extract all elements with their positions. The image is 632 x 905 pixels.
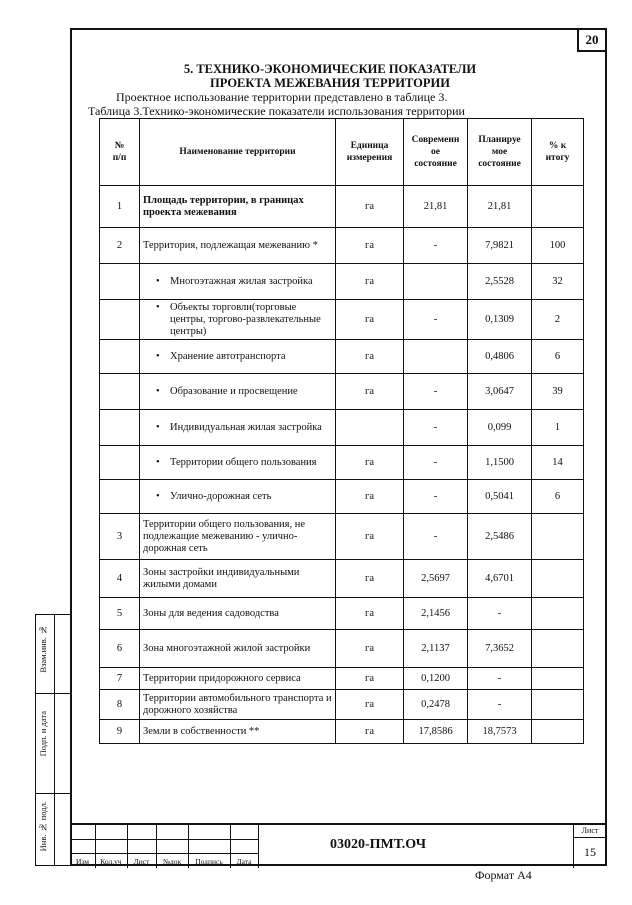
tb-label-ndok: №док [162, 857, 182, 866]
row-unit: га [336, 720, 404, 744]
row-name: • Объекты торговли(торговые центры, торгово-развлекательные центры) [140, 300, 336, 340]
side-stamp-line [36, 693, 70, 694]
row-num: 8 [100, 690, 140, 720]
row-current: 17,8586 [404, 720, 468, 744]
section-title-line1: 5. ТЕХНИКО-ЭКОНОМИЧЕСКИЕ ПОКАЗАТЕЛИ [183, 62, 477, 76]
row-name: Зона многоэтажной жилой застройки [140, 630, 336, 668]
side-stamp [35, 614, 70, 866]
row-name: • Территории общего пользования [140, 446, 336, 480]
row-pct [532, 514, 584, 560]
tb-label-kol: Кол.уч [100, 857, 122, 866]
row-name: Территории придорожного сервиса [140, 668, 336, 690]
row-name: Зоны для ведения садоводства [140, 598, 336, 630]
row-planned: 0,099 [468, 410, 532, 446]
row-current [404, 264, 468, 300]
table-row [100, 690, 584, 720]
row-planned: 18,7573 [468, 720, 532, 744]
row-pct [532, 690, 584, 720]
row-current: - [404, 410, 468, 446]
row-pct [532, 186, 584, 228]
row-unit: га [336, 186, 404, 228]
row-num: 2 [100, 228, 140, 264]
side-stamp-divider [54, 615, 55, 865]
row-num [100, 410, 140, 446]
row-pct [532, 630, 584, 668]
tb-label-list: Лист [133, 857, 150, 866]
row-unit: га [336, 598, 404, 630]
table-caption: Таблица 3.Технико-экономические показатели использования территории [88, 104, 465, 118]
tb-label-data: Дата [236, 857, 252, 866]
row-planned: 1,1500 [468, 446, 532, 480]
row-pct: 6 [532, 480, 584, 514]
row-planned: 2,5486 [468, 514, 532, 560]
row-unit: га [336, 480, 404, 514]
row-unit [336, 410, 404, 446]
row-planned: 0,4806 [468, 340, 532, 374]
row-current: 2,1456 [404, 598, 468, 630]
row-current: 0,2478 [404, 690, 468, 720]
table-row [100, 186, 584, 228]
row-num: 3 [100, 514, 140, 560]
row-name: • Многоэтажная жилая застройка [140, 264, 336, 300]
header-current: Современн ое состояние [404, 119, 468, 186]
row-planned: 7,9821 [468, 228, 532, 264]
tb-label-podpis: Подпись [195, 857, 223, 866]
side-stamp-line [36, 793, 70, 794]
tb-sheet-label: Лист [581, 826, 599, 835]
row-current: - [404, 446, 468, 480]
table-row [100, 630, 584, 668]
side-stamp-inv-zam: Взам.инв. № [38, 625, 48, 673]
row-current: - [404, 300, 468, 340]
row-unit: га [336, 668, 404, 690]
row-pct: 2 [532, 300, 584, 340]
row-planned: 3,0647 [468, 374, 532, 410]
row-planned: 0,5041 [468, 480, 532, 514]
table-row [100, 560, 584, 598]
row-pct [532, 598, 584, 630]
row-current: - [404, 374, 468, 410]
row-planned: - [468, 690, 532, 720]
row-num: 4 [100, 560, 140, 598]
table-header-row [100, 119, 584, 186]
table-row [100, 264, 584, 300]
document-code: 03020-ПМТ.ОЧ [330, 837, 427, 852]
table-row [100, 410, 584, 446]
intro-text: Проектное использование территории представлено в таблице 3. [116, 90, 448, 104]
row-current: - [404, 514, 468, 560]
row-unit: га [336, 446, 404, 480]
table-row [100, 598, 584, 630]
row-name: • Индивидуальная жилая застройка [140, 410, 336, 446]
row-pct: 6 [532, 340, 584, 374]
tb-sheet-number: 15 [584, 845, 596, 859]
row-current: - [404, 228, 468, 264]
row-pct: 100 [532, 228, 584, 264]
row-pct: 39 [532, 374, 584, 410]
row-name: Зоны застройки индивидуальными жилыми домами [140, 560, 336, 598]
row-num: 1 [100, 186, 140, 228]
table-row [100, 720, 584, 744]
section-title-line2: ПРОЕКТА МЕЖЕВАНИЯ ТЕРРИТОРИИ [210, 76, 450, 90]
table-row [100, 300, 584, 340]
row-unit: га [336, 340, 404, 374]
row-num [100, 446, 140, 480]
table-row [100, 228, 584, 264]
row-name: • Образование и просвещение [140, 374, 336, 410]
row-unit: га [336, 374, 404, 410]
header-pct: % к итогу [532, 119, 584, 186]
header-num: № п/п [100, 119, 140, 186]
row-unit: га [336, 690, 404, 720]
row-name: Земли в собственности ** [140, 720, 336, 744]
table-row [100, 374, 584, 410]
row-unit: га [336, 560, 404, 598]
page-number: 20 [577, 28, 607, 52]
row-name: Территории общего пользования, не подлежащие межеванию - улично-дорожная сеть [140, 514, 336, 560]
row-pct [532, 720, 584, 744]
row-current: 2,5697 [404, 560, 468, 598]
row-pct [532, 668, 584, 690]
indicators-table [99, 118, 584, 744]
row-name: • Хранение автотранспорта [140, 340, 336, 374]
table-row [100, 446, 584, 480]
table-row [100, 340, 584, 374]
header-planned: Планируе мое состояние [468, 119, 532, 186]
row-current: 0,1200 [404, 668, 468, 690]
row-num: 7 [100, 668, 140, 690]
row-unit: га [336, 264, 404, 300]
row-num [100, 264, 140, 300]
row-num [100, 300, 140, 340]
table-row [100, 668, 584, 690]
row-unit: га [336, 228, 404, 264]
format-label: Формат А4 [475, 868, 532, 882]
row-current: - [404, 480, 468, 514]
row-unit: га [336, 300, 404, 340]
row-planned: 0,1309 [468, 300, 532, 340]
table-row [100, 480, 584, 514]
row-name: Территории автомобильного транспорта и дорожного хозяйства [140, 690, 336, 720]
row-planned: - [468, 668, 532, 690]
row-name: • Улично-дорожная сеть [140, 480, 336, 514]
row-pct [532, 560, 584, 598]
row-pct: 14 [532, 446, 584, 480]
row-name: Территория, подлежащая межеванию * [140, 228, 336, 264]
row-planned: 21,81 [468, 186, 532, 228]
row-planned: 4,6701 [468, 560, 532, 598]
row-pct: 1 [532, 410, 584, 446]
tb-label-izm: Изм [75, 857, 90, 866]
header-name: Наименование территории [140, 119, 336, 186]
row-pct: 32 [532, 264, 584, 300]
row-planned: - [468, 598, 532, 630]
row-current: 21,81 [404, 186, 468, 228]
table-row [100, 514, 584, 560]
row-current: 2,1137 [404, 630, 468, 668]
row-unit: га [336, 514, 404, 560]
row-num: 9 [100, 720, 140, 744]
row-num: 6 [100, 630, 140, 668]
row-num [100, 480, 140, 514]
side-stamp-inv-podl: Инв. № подл. [38, 801, 48, 852]
row-planned: 7,3652 [468, 630, 532, 668]
row-num: 5 [100, 598, 140, 630]
header-unit: Единица измерения [336, 119, 404, 186]
row-num [100, 374, 140, 410]
row-current [404, 340, 468, 374]
side-stamp-podp-data: Подп. и дата [38, 711, 48, 757]
row-unit: га [336, 630, 404, 668]
row-planned: 2,5528 [468, 264, 532, 300]
row-num [100, 340, 140, 374]
row-name: Площадь территории, в границах проекта межевания [140, 186, 336, 228]
